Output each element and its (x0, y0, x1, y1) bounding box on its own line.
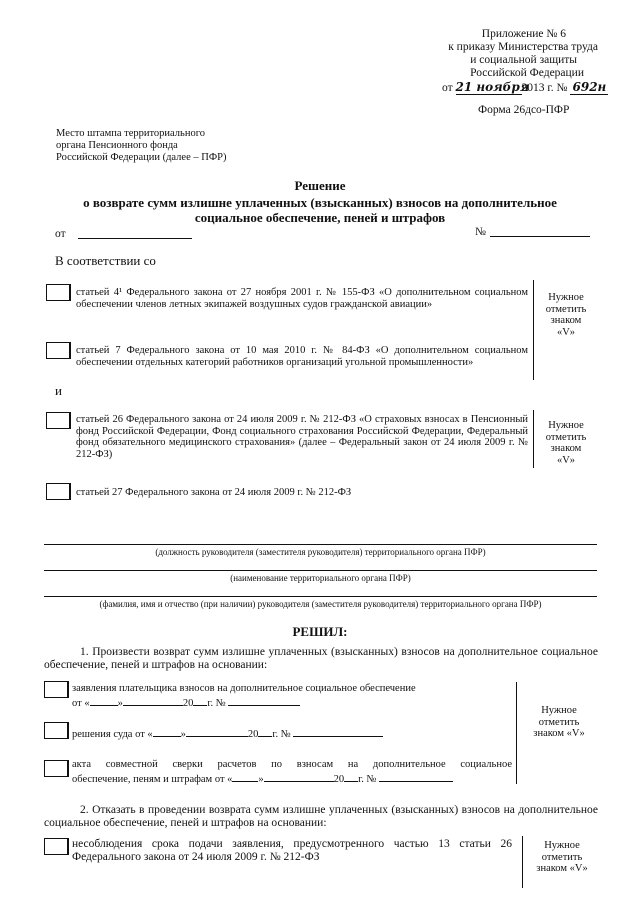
item-1-date-close: » (117, 697, 123, 709)
checkbox-point-1-c[interactable] (44, 760, 69, 777)
date-day-month: 21 ноября (455, 80, 530, 94)
mark-note-2-line-4: «V» (556, 454, 576, 466)
point-1-item-1 (72, 683, 512, 709)
item-3-number-field[interactable] (379, 771, 453, 782)
item-2-day-field[interactable] (153, 726, 181, 737)
checkbox-basis-2[interactable] (46, 342, 71, 359)
mark-note-1-line-3: знаком (550, 315, 582, 326)
item-1-number-label: г. № (207, 697, 226, 709)
item-3-date-open: обеспечение, пеням и штрафам от « (72, 773, 233, 785)
item-1-month-field[interactable] (123, 695, 183, 706)
basis-item-1: статьей 4¹ Федерального закона от 27 ноября 2001 г. № 155-ФЗ «О дополнительном социальном обеспечении членов летных экипажей воздушных судов гражданской авиации» (76, 287, 528, 310)
stamp-line-3: Российской Федерации (далее – ПФР) (56, 152, 227, 163)
point-2-divider (522, 836, 523, 888)
item-2-year-field[interactable] (258, 726, 272, 737)
appendix-line-1: Приложение № 6 (481, 28, 566, 40)
item-2-month-field[interactable] (186, 726, 248, 737)
point-1-divider (516, 682, 517, 784)
title-line-1: Решение (294, 178, 346, 193)
point-1-item-3-line-1: акта совместной сверки расчетов по взносам на дополнительное социальное (72, 759, 512, 770)
appendix-date (442, 81, 608, 95)
group-2-divider (533, 410, 534, 468)
item-1-number-field[interactable] (228, 695, 300, 706)
organ-name-caption: (наименование территориального органа ПФР) (230, 573, 411, 583)
item-3-date-close: » (258, 773, 264, 785)
form-code: Форма 26дсо-ПФР (478, 104, 570, 116)
item-1-date-open: от « (72, 697, 90, 709)
and-label: и (55, 383, 62, 398)
mark-note-2-line-1: Нужное (548, 420, 584, 431)
mark-note-1-line-4: «V» (556, 326, 576, 338)
point-1-item-3 (72, 759, 512, 785)
point-2-mark-note-line-1: Нужное (544, 840, 580, 851)
checkbox-point-1-b[interactable] (44, 722, 69, 739)
mark-note-2 (536, 420, 596, 466)
from-label: от (55, 228, 66, 240)
title-line-3: социальное обеспечение, пеней и штрафов (194, 210, 446, 225)
item-2-year-prefix: 20 (247, 729, 259, 740)
group-1-divider (533, 280, 534, 380)
mark-note-1-line-1: Нужное (548, 292, 584, 303)
appendix-line-4: Российской Федерации (470, 67, 584, 79)
mark-note-1-line-2: отметить (545, 303, 587, 315)
point-1-text: 1. Произвести возврат сумм излишне уплаченных (взысканных) взносов на дополнительное социальное обеспечение, пеней и штрафов на основании: (44, 646, 598, 671)
stamp-line-2: органа Пенсионного фонда (56, 140, 178, 151)
full-name-field[interactable] (44, 596, 597, 597)
title-line-2: о возврате сумм излишне уплаченных (взысканных) взносов на дополнительное (83, 195, 557, 210)
organ-name-field[interactable] (44, 570, 597, 571)
point-1-mark-note-line-3: знаком «V» (533, 728, 585, 739)
position-field[interactable] (44, 544, 597, 545)
checkbox-basis-1[interactable] (46, 284, 71, 301)
decided-heading: РЕШИЛ: (292, 624, 348, 639)
checkbox-point-1-a[interactable] (44, 681, 69, 698)
basis-item-2: статьей 7 Федерального закона от 10 мая 2010 г. № 84-ФЗ «О дополнительном социальном обеспечении отдельных категорий работников организаций угольной промышленности» (76, 345, 528, 368)
checkbox-basis-3[interactable] (46, 412, 71, 429)
item-2-date-open: решения суда от « (72, 729, 153, 740)
point-2-mark-note (526, 840, 598, 875)
from-date-field[interactable] (78, 238, 192, 239)
item-1-day-field[interactable] (90, 695, 118, 706)
item-1-year-prefix: 20 (182, 697, 194, 709)
point-2-item: несоблюдения срока подачи заявления, предусмотренного частью 13 статьи 26 Федерального закона от 24 июля 2009 г. № 212-ФЗ (72, 838, 512, 863)
mark-note-1 (536, 292, 596, 338)
point-1-item-2 (72, 726, 383, 741)
mark-note-2-line-3: знаком (550, 443, 582, 454)
stamp-line-1: Место штампа территориального (56, 128, 205, 139)
date-prefix: от (442, 82, 453, 94)
basis-item-4: статьей 27 Федерального закона от 24 июля 2009 г. № 212-ФЗ (76, 487, 352, 498)
item-2-number-label: г. № (272, 729, 291, 740)
item-3-year-field[interactable] (344, 771, 358, 782)
according-to: В соответствии со (55, 253, 156, 268)
point-2-mark-note-line-3: знаком «V» (536, 863, 588, 874)
decision-number-field[interactable] (490, 236, 590, 237)
item-3-day-field[interactable] (232, 771, 258, 782)
basis-item-3: статьей 26 Федерального закона от 24 июля 2009 г. № 212-ФЗ «О страховых взносах в Пенсионный фонд Российской Федерации, Фонд социального страхования Российской Федерации, Федеральный фонд обязательного медицинского страхования» (далее – Федеральный закон от 24 июля 2009 г. № 212-ФЗ) (76, 414, 528, 460)
item-1-year-field[interactable] (193, 695, 207, 706)
point-1-mark-note-line-2: отметить (538, 716, 580, 728)
order-number: 692н (570, 81, 608, 95)
date-year: 2013 г. № (521, 82, 568, 94)
item-3-month-field[interactable] (264, 771, 334, 782)
point-1-mark-note-line-1: Нужное (541, 705, 577, 716)
position-caption: (должность руководителя (заместителя руководителя) территориального органа ПФР) (155, 547, 486, 557)
point-1-item-3-line-2 (72, 771, 512, 786)
point-1-mark-note (520, 705, 598, 740)
checkbox-basis-4[interactable] (46, 483, 71, 500)
item-3-number-label: г. № (358, 773, 377, 785)
mark-note-2-line-2: отметить (545, 431, 587, 443)
appendix-line-3: и социальной защиты (470, 54, 577, 66)
point-2-mark-note-line-2: отметить (541, 851, 583, 863)
checkbox-point-2[interactable] (44, 838, 69, 855)
item-3-year-prefix: 20 (333, 773, 345, 785)
appendix-line-2: к приказу Министерства труда (448, 41, 598, 53)
point-1-item-1-line-2 (72, 695, 512, 710)
point-2-text: 2. Отказать в проведении возврата сумм излишне уплаченных (взысканных) взносов на дополнительное социальное обеспечение, пеней и штрафов на основании: (44, 804, 598, 829)
full-name-caption: (фамилия, имя и отчество (при наличии) руководителя (заместителя руководителя) территориального органа ПФР) (99, 599, 542, 609)
item-2-date-close: » (180, 729, 186, 740)
number-label: № (475, 226, 486, 238)
point-1-item-1-line-1: заявления плательщика взносов на дополнительное социальное обеспечение (72, 683, 416, 694)
item-2-number-field[interactable] (293, 726, 383, 737)
